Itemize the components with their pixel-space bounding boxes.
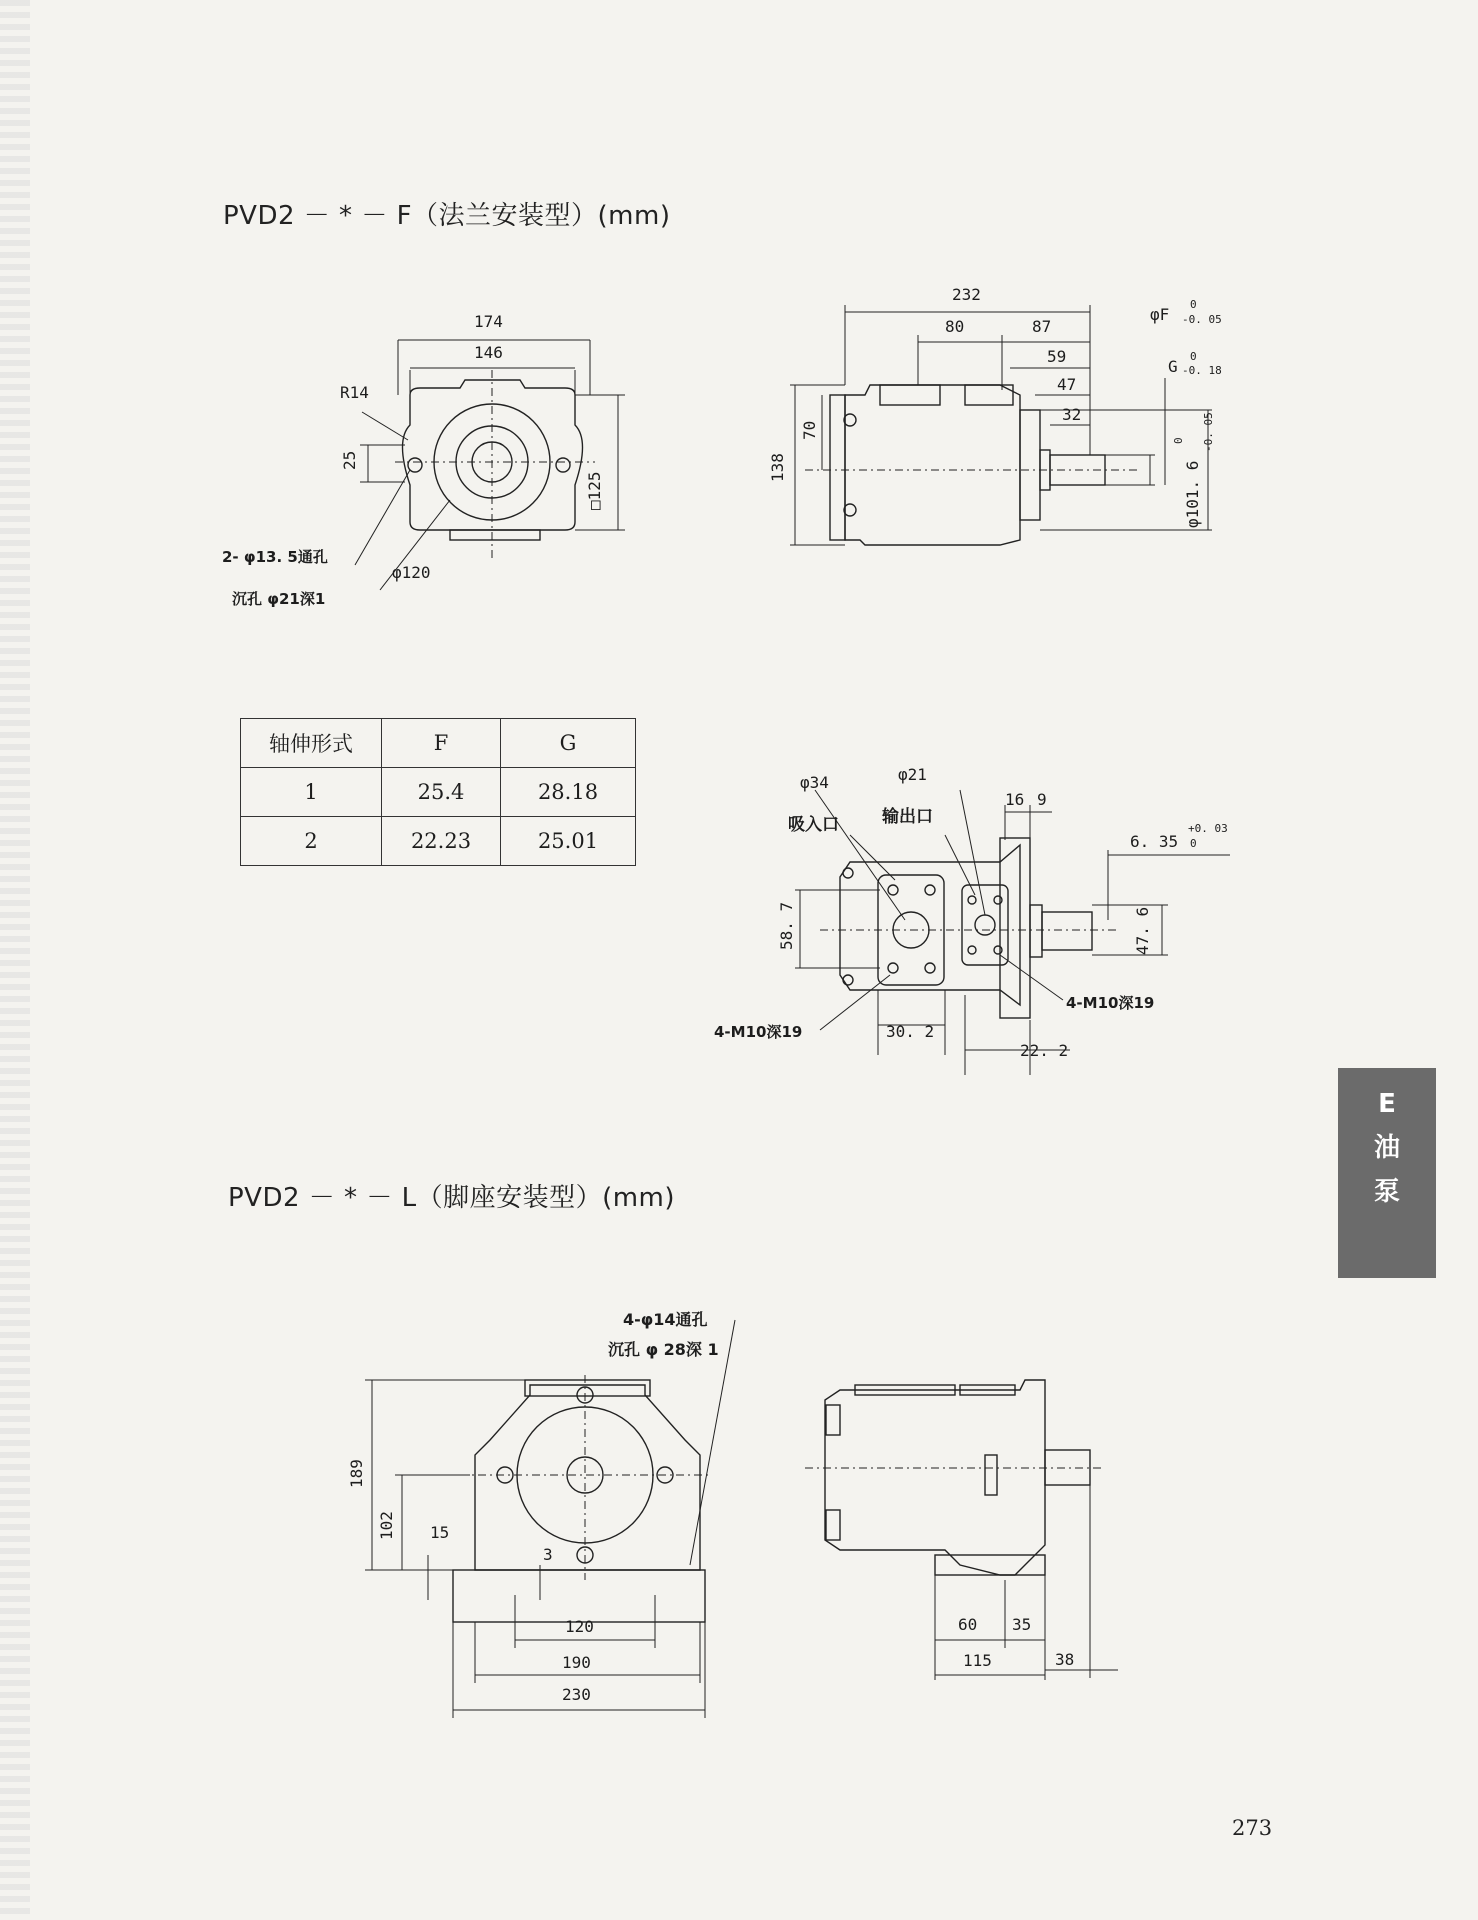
foot-counterbore-note: 沉孔 φ 28深 1: [608, 1340, 719, 1359]
dim-190: 190: [562, 1653, 591, 1672]
dim-phi120: φ120: [392, 563, 431, 582]
table-cell: 25.01: [501, 817, 636, 866]
dim-30-2: 30. 2: [886, 1022, 935, 1041]
section-tab-char: 泵: [1373, 1177, 1400, 1207]
g-tol-lower: -0. 18: [1182, 364, 1222, 377]
key-dim: 6. 35: [1130, 832, 1179, 851]
hole-note: 2- φ13. 5通孔: [222, 548, 328, 566]
dim-22-2: 22. 2: [1020, 1041, 1069, 1060]
table-cell: 1: [241, 768, 382, 817]
table-row: [241, 817, 636, 866]
key-tol-upper: +0. 03: [1188, 822, 1228, 835]
dim-146: 146: [474, 343, 503, 362]
dim-47: 47: [1057, 375, 1077, 394]
section-tab-letter: E: [1378, 1089, 1396, 1119]
dim-58-7: 58. 7: [777, 901, 796, 950]
foot-hole-note: 4-φ14通孔: [623, 1310, 708, 1329]
dim-189: 189: [347, 1459, 366, 1488]
dim-59: 59: [1047, 347, 1067, 366]
dim-3: 3: [543, 1545, 553, 1564]
phi-101: φ101. 6: [1183, 460, 1202, 528]
table-cell: 2: [241, 817, 382, 866]
foot-section-title: PVD2 － * － L（脚座安装型）(mm): [228, 1183, 676, 1213]
phi-f-tol-lower: -0. 05: [1182, 313, 1222, 326]
phi-f: φF: [1150, 305, 1170, 324]
g-tol-upper: 0: [1190, 350, 1197, 363]
shaft-type-table: [240, 718, 636, 866]
m10-left: 4-M10深19: [714, 1023, 803, 1041]
foot-front-view: [365, 1320, 735, 1718]
phi-101-tol-lower: -0. 05: [1202, 412, 1215, 452]
dim-120: 120: [565, 1617, 594, 1636]
dim-230: 230: [562, 1685, 591, 1704]
dim-25: 25: [340, 450, 359, 470]
table-cell: 28.18: [501, 768, 636, 817]
section-tab: [1338, 1068, 1436, 1278]
dim-phi21: φ21: [898, 765, 927, 784]
table-header: F: [382, 719, 501, 768]
dim-70: 70: [800, 420, 819, 440]
dim-87: 87: [1032, 317, 1052, 336]
dim-138: 138: [768, 453, 787, 482]
section-tab-char: 油: [1373, 1133, 1400, 1163]
counterbore-note: 沉孔 φ21深1: [232, 590, 326, 608]
table-cell: 22.23: [382, 817, 501, 866]
dim-80: 80: [945, 317, 965, 336]
dim-47-6: 47. 6: [1133, 906, 1152, 955]
inlet-label: 吸入口: [788, 815, 839, 835]
dim-38: 38: [1055, 1650, 1075, 1669]
table-header: G: [501, 719, 636, 768]
dim-35: 35: [1012, 1615, 1032, 1634]
phi-f-tol-upper: 0: [1190, 298, 1197, 311]
flange-front-view: [355, 340, 625, 590]
dim-32: 32: [1062, 405, 1082, 424]
m10-right: 4-M10深19: [1066, 994, 1155, 1012]
flange-section-title: PVD2 － * － F（法兰安装型）(mm): [223, 201, 671, 231]
dim-232: 232: [952, 285, 981, 304]
table-header: 轴伸形式: [241, 719, 382, 768]
dim-115: 115: [963, 1651, 992, 1670]
dim-9: 9: [1037, 790, 1047, 809]
dim-phi34: φ34: [800, 773, 829, 792]
dim-15: 15: [430, 1523, 450, 1542]
dim-60: 60: [958, 1615, 978, 1634]
dim-102: 102: [377, 1511, 396, 1540]
table-cell: 25.4: [382, 768, 501, 817]
outlet-label: 输出口: [882, 807, 933, 827]
page-number: 273: [1232, 1816, 1273, 1840]
dim-174: 174: [474, 312, 503, 331]
foot-side-view: [805, 1380, 1118, 1680]
flange-side-view: [790, 305, 1212, 545]
dim-16: 16: [1005, 790, 1025, 809]
g-label: G: [1168, 357, 1178, 376]
table-header-row: [241, 719, 636, 768]
key-tol-lower: 0: [1190, 837, 1197, 850]
table-row: [241, 768, 636, 817]
phi-101-tol-upper: 0: [1172, 437, 1185, 444]
dim-125: □125: [585, 471, 604, 510]
dim-r14: R14: [340, 383, 369, 402]
